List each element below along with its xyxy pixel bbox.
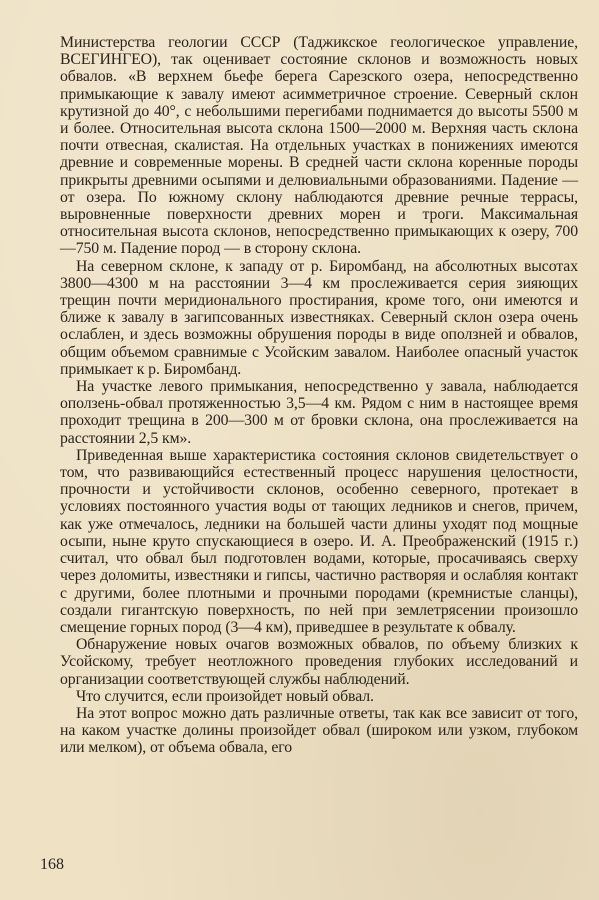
- paragraph: Обнаружение новых очагов возможных обвалов, по объему близких к Усойскому, требует неотложного проведения глубоких исследований и организации соответствующей службы наблюдений.: [60, 636, 578, 688]
- paragraph: На этот вопрос можно дать различные ответы, так как все зависит от того, на каком участке долины произойдет обвал (широком или узком, глубоком или мелком), от объема обвала, его: [60, 704, 578, 757]
- paragraph: На северном склоне, к западу от р. Биромбанд, на абсолютных высотах 3800—4300 м на расстоянии 3—4 км прослеживается серия зияющих трещин почти меридионального простирания, кроме того, они имеются и ближе к завалу в загипсованных известняках. Северный склон озера очень ослаблен, и здесь возможны обрушения породы в виде оползней и обвалов, общим объемом сравнимые с Усойским завалом. Наиболее опасный участок примыкает к р. Биромбанд.: [60, 257, 578, 378]
- paragraph: Министерства геологии СССР (Таджикское геологическое управление, ВСЕГИНГЕО), так оценивает состояние склонов и возможность новых обвалов. «В верхнем бьефе берега Сарезского озера, непосредственно примыкающие к завалу имеют асимметричное строение. Северный склон крутизной до 40°, с небольшими перегибами поднимается до высоты 5500 м и более. Относительная высота склона 1500—2000 м. Верхняя часть склона почти отвесная, скалистая. На отдельных участках в понижениях имеются древние и современные морены. В средней части склона коренные породы прикрыты древними осыпями и делювиальными образованиями. Падение — от озера. По южному склону наблюдаются древние речные террасы, выровненные поверхности древних морен и троги. Максимальная относительная высота склонов, непосредственно примыкающих к озеру, 700—750 м. Падение пород — в сторону склона.: [60, 34, 578, 258]
- paragraph: Приведенная выше характеристика состояния склонов свидетельствует о том, что развивающийся естественный процесс нарушения целостности, прочности и устойчивости склонов, особенно северного, протекает в условиях постоянного участия воды от тающих ледников и снегов, причем, как уже отмечалось, ледники на большей части длины уходят под мощные осыпи, ныне круто спускающиеся в озеро. И. А. Преображенский (1915 г.) считал, что обвал был подготовлен водами, которые, просачиваясь сверху через доломиты, известняки и гипсы, частично растворяя и ослабляя контакт с другими, более плотными и прочными породами (кремнистые сланцы), создали гигантскую поверхность, по ней при землетрясении произошло смещение горных пород (3—4 км), приведшее в результате к обвалу.: [60, 446, 578, 636]
- page-number: 168: [40, 856, 64, 873]
- body-text: [60, 34, 578, 757]
- paragraph: Что случится, если произойдет новый обвал.: [76, 687, 374, 705]
- paragraph: На участке левого примыкания, непосредственно у завала, наблюдается оползень-обвал протяженностью 3,5—4 км. Рядом с ним в настоящее время проходит трещина в 200—300 м от бровки склона, она прослеживается на расстоянии 2,5 км».: [60, 378, 578, 447]
